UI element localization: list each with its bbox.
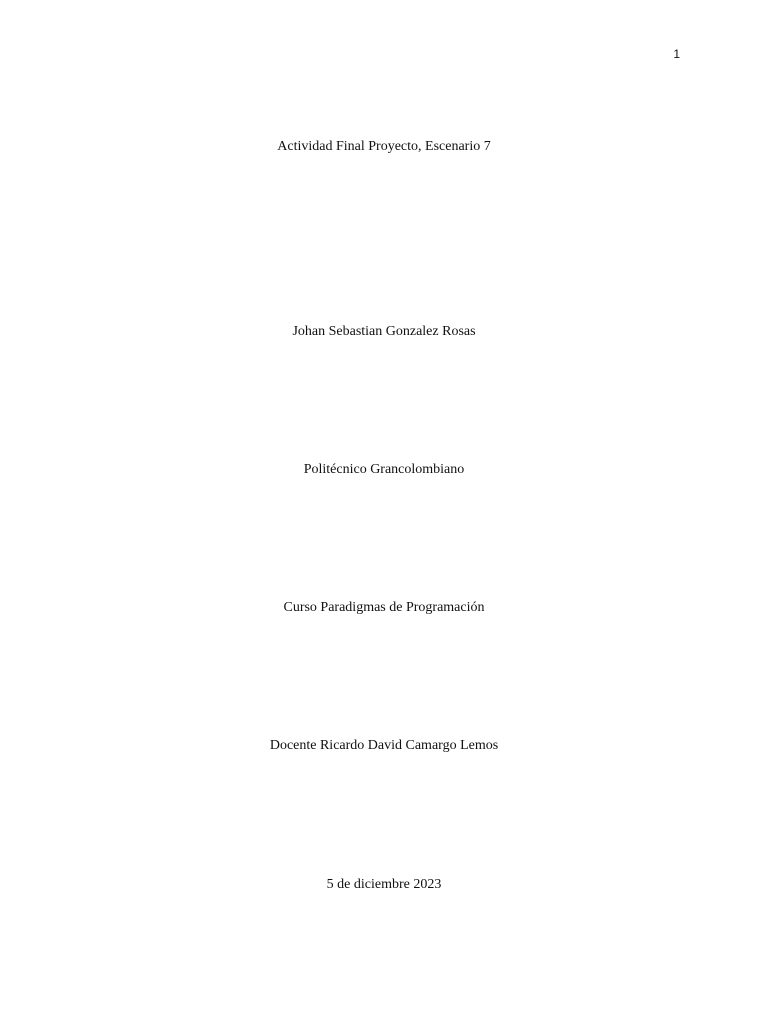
page-number: 1 xyxy=(673,47,680,61)
teacher-name: Docente Ricardo David Camargo Lemos xyxy=(269,738,499,753)
document-title: Actividad Final Proyecto, Escenario 7 xyxy=(277,139,491,154)
author-name: Johan Sebastian Gonzalez Rosas xyxy=(292,324,476,339)
institution-name: Politécnico Grancolombiano xyxy=(303,462,465,477)
document-date: 5 de diciembre 2023 xyxy=(326,877,442,892)
course-name: Curso Paradigmas de Programación xyxy=(283,600,485,615)
